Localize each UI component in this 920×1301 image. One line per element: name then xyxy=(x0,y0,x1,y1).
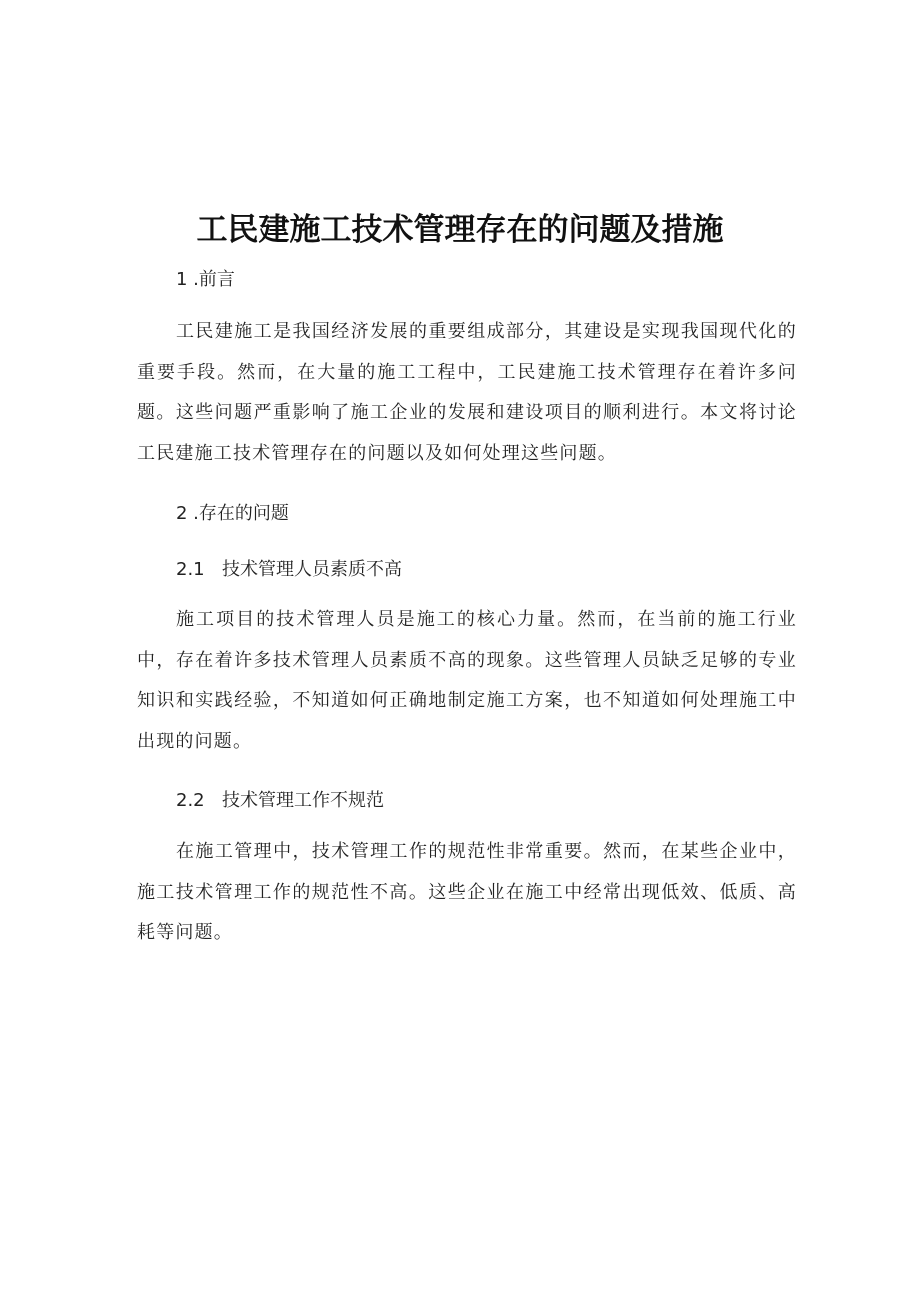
section-number: 1 xyxy=(176,269,188,290)
section-heading-problems xyxy=(176,500,289,528)
staff-quality-paragraph: 施工项目的技术管理人员是施工的核心力量。然而，在当前的施工行业中，存在着许多技术管理人员素质不高的现象。这些管理人员缺乏足够的专业知识和实践经验，不知道如何正确地制定施工方案，也不知道如何处理施工中出现的问题。 xyxy=(137,609,797,752)
section-label: .存在的问题 xyxy=(187,503,289,524)
subsection-number: 2.1 xyxy=(176,559,205,580)
section-label: .前言 xyxy=(187,269,235,290)
subsection-label: 技术管理工作不规范 xyxy=(222,790,384,811)
document-title: 工民建施工技术管理存在的问题及措施 xyxy=(196,212,724,248)
work-standards-paragraph: 在施工管理中，技术管理工作的规范性非常重要。然而，在某些企业中，施工技术管理工作的规范性不高。这些企业在施工中经常出现低效、低质、高耗等问题。 xyxy=(137,841,797,943)
subsection-heading-work-standards xyxy=(176,787,384,815)
subsection-heading-staff-quality xyxy=(176,556,402,584)
subsection-label: 技术管理人员素质不高 xyxy=(222,559,402,580)
intro-paragraph: 工民建施工是我国经济发展的重要组成部分，其建设是实现我国现代化的重要手段。然而，在大量的施工工程中，工民建施工技术管理存在着许多问题。这些问题严重影响了施工企业的发展和建设项目的顺利进行。本文将讨论工民建施工技术管理存在的问题以及如何处理这些问题。 xyxy=(137,321,797,464)
subsection-number: 2.2 xyxy=(176,790,205,811)
section-heading-intro xyxy=(176,266,235,294)
section-number: 2 xyxy=(176,503,188,524)
